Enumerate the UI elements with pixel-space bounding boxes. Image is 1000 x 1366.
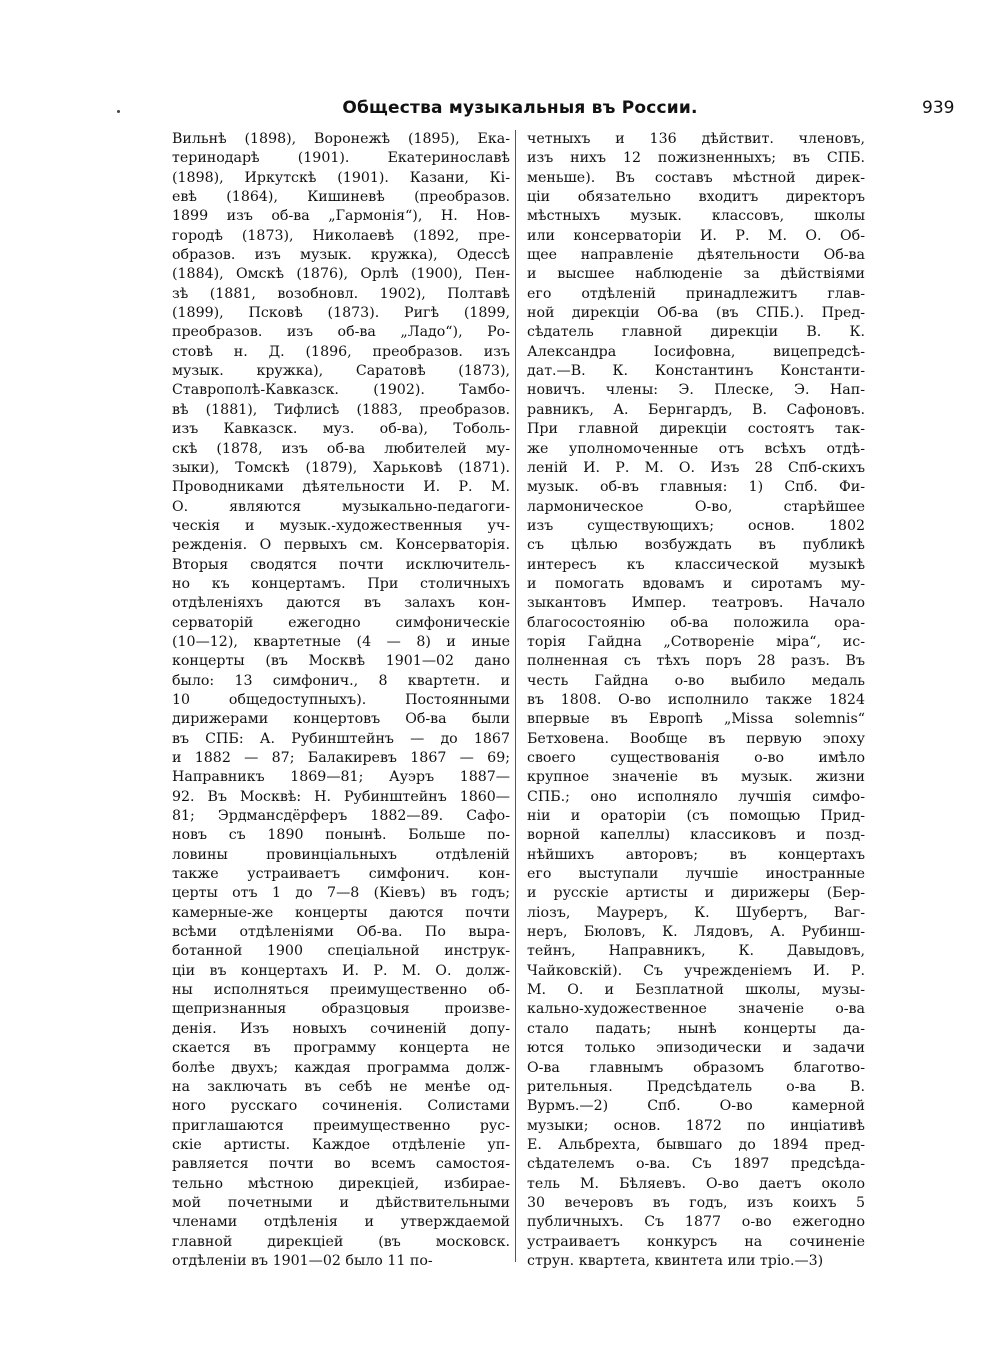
text-line: и русскіе артисты и дирижеры (Бер-: [527, 885, 865, 902]
text-line: концерты (въ Москвѣ 1901—02 дано: [172, 653, 510, 670]
text-line: и высшее наблюденіе за дѣйствіями: [527, 266, 865, 283]
text-line: М. О. и Безплатной школы, музы-: [527, 982, 865, 999]
text-line: евѣ (1864), Кишиневѣ (преобразов.: [172, 189, 510, 206]
text-line: своего существованія о-во имѣло: [527, 750, 865, 766]
text-line: СПБ.; оно исполняло лучшія симфо-: [527, 788, 865, 805]
text-line: музык. кружка), Саратовѣ (1873),: [172, 363, 510, 380]
text-line: (1898), Иркутскѣ (1901). Казани, Кі-: [172, 169, 510, 186]
text-line: и помогать вдовамъ и сиротамъ му-: [527, 575, 865, 592]
text-line: дат.—В. К. Константинъ Константи-: [527, 363, 865, 380]
text-line: леній И. Р. М. О. Изъ 28 Спб-скихъ: [527, 459, 865, 476]
text-line: Вурмъ.—2) Спб. О-во камерной: [527, 1098, 865, 1115]
text-line: въ СПБ: А. Рубинштейнъ — до 1867: [172, 730, 510, 747]
text-line: ны исполняться преимущественно об-: [172, 982, 510, 999]
text-line: Е. Альбрехта, бывшаго до 1894 пред-: [527, 1136, 865, 1153]
page-title: Общества музыкальныя въ России.: [342, 98, 698, 118]
text-line: ной дирекціи Об-ва (въ СПБ.). Пред-: [527, 305, 865, 322]
text-line: новичъ. члены: Э. Плеске, Э. Нап-: [527, 382, 865, 399]
text-line: серваторій ежегодно симфоническіе: [172, 614, 510, 631]
text-line: режденія. О первыхъ см. Консерваторія.: [172, 537, 510, 554]
text-line: главной дирекціей (въ московск.: [172, 1233, 510, 1250]
text-line: Ставрополѣ-Кавказск. (1902). Тамбо-: [172, 382, 510, 399]
text-line: Проводниками дѣятельности И. Р. М.: [172, 479, 510, 496]
text-line: стовѣ н. Д. (1896, преобразов. изъ: [172, 343, 510, 360]
text-line: (1899), Псковѣ (1873). Ригѣ (1899,: [172, 305, 510, 322]
page-number: 939: [922, 98, 955, 118]
text-line: ного русскаго сочиненія. Солистами: [172, 1098, 510, 1115]
text-line: устраиваетъ конкурсъ на сочиненіе: [527, 1233, 865, 1250]
text-line: четныхъ и 136 дѣйствит. членовъ,: [527, 131, 865, 147]
text-line: торія Гайдна „Сотвореніе міра“, ис-: [527, 633, 865, 650]
text-line: церты отъ 1 до 7—8 (Кіевъ) въ годъ;: [172, 885, 510, 902]
text-line: скѣ (1878, изъ об-ва любителей му-: [172, 440, 510, 457]
text-line: отдѣленіи въ 1901—02 было 11 по-: [172, 1252, 433, 1269]
text-line: 92. Въ Москвѣ: Н. Рубинштейнъ 1860—: [172, 788, 510, 805]
text-line: денія. Изъ новыхъ сочиненій допу-: [172, 1020, 510, 1037]
text-line: на заключать въ себѣ не менѣе од-: [172, 1078, 510, 1095]
text-line: образов. изъ музык. кружка), Одессѣ: [172, 247, 510, 264]
text-line: и 1882 — 87; Балакиревъ 1867 — 69;: [172, 750, 510, 766]
text-line: Александра Іосифовна, вицепредсѣ-: [527, 343, 865, 360]
text-line: равникъ, А. Бернгардъ, В. Сафоновъ.: [527, 401, 865, 418]
text-line: членами отдѣленія и утверждаемой: [172, 1214, 510, 1231]
text-line: тельно мѣстною дирекціей, избирае-: [172, 1175, 510, 1192]
text-line: 81; Эрдмансдёрферъ 1882—89. Сафо-: [172, 808, 510, 825]
text-line: ціи въ концертахъ И. Р. М. О. долж-: [172, 962, 510, 979]
text-line: ботанной 1900 спеціальной инструк-: [172, 943, 510, 960]
text-line: приглашаются преимущественно рус-: [172, 1117, 510, 1134]
right-text-column: [527, 130, 865, 1271]
text-line: полненная съ тѣхъ поръ 28 разъ. Въ: [527, 653, 865, 670]
text-line: тель М. Бѣляевъ. О-во даетъ около: [527, 1175, 865, 1192]
text-line: музык. об-въ главныя: 1) Спб. Фи-: [527, 479, 865, 496]
text-line: интересъ къ классической музыкѣ: [527, 556, 865, 573]
text-line: лармоническое О-во, старѣйшее: [527, 498, 865, 515]
text-line: въ 1808. О-во исполнило также 1824: [527, 691, 865, 708]
text-line: сѣдатель главной дирекціи В. К.: [527, 324, 865, 341]
text-line: ворной капеллы) классиковъ и позд-: [527, 827, 865, 844]
text-line: 10 общедоступныхъ). Постоянными: [172, 691, 510, 708]
text-line: ловины провинціальныхъ отдѣленій: [172, 846, 510, 863]
text-line: неръ, Бюловъ, К. Лядовъ, А. Рубинш-: [527, 924, 865, 941]
margin-dot: [117, 110, 120, 113]
text-line: же уполномоченные отъ всѣхъ отдѣ-: [527, 440, 865, 457]
text-line: щепризнанныя образцовыя произве-: [172, 1001, 510, 1018]
text-line: скается въ программу концерта не: [172, 1040, 510, 1057]
text-line: но къ концертамъ. При столичныхъ: [172, 575, 510, 592]
column-divider: [515, 130, 516, 1262]
text-line: новъ съ 1890 понынѣ. Больше по-: [172, 827, 510, 844]
text-line: его отдѣленій принадлежитъ глав-: [527, 285, 865, 302]
left-text-column: [172, 130, 510, 1271]
text-line: равляется почти во всемъ самостоя-: [172, 1156, 510, 1173]
text-line: также устраиваетъ симфонич. кон-: [172, 866, 510, 883]
text-line: ціи обязательно входитъ директоръ: [527, 189, 865, 206]
text-line: 30 вечеровъ въ годъ, изъ коихъ 5: [527, 1194, 865, 1211]
text-line: нѣйшихъ авторовъ; въ концертахъ: [527, 846, 865, 863]
text-line: тейнъ, Направникъ, К. Давыдовъ,: [527, 943, 865, 960]
text-line: (1884), Омскѣ (1876), Орлѣ (1900), Пен-: [172, 266, 510, 283]
text-line: всѣми отдѣленіями Об-ва. По выра-: [172, 924, 510, 941]
text-line: благосостоянію об-ва положила ора-: [527, 614, 865, 631]
text-line: отдѣленіяхъ даются въ залахъ кон-: [172, 595, 510, 612]
text-line: камерные-же концерты даются почти: [172, 904, 510, 921]
text-line: щее направленіе дѣятельности Об-ва: [527, 247, 865, 264]
text-line: стало падать; нынѣ концерты да-: [527, 1020, 865, 1037]
text-line: ются только эпизодически и задачи: [527, 1040, 865, 1057]
text-line: рительныя. Предсѣдатель о-ва В.: [527, 1078, 865, 1095]
text-line: ніи и ораторіи (съ помощью Прид-: [527, 808, 865, 825]
text-line: изъ Кавказск. муз. об-ва), Тоболь-: [172, 421, 510, 438]
running-header: [0, 96, 1000, 126]
text-line: городѣ (1873), Николаевѣ (1892, пре-: [172, 227, 510, 244]
text-line: публичныхъ. Съ 1877 о-во ежегодно: [527, 1214, 865, 1231]
text-line: было: 13 симфонич., 8 квартетн. и: [172, 672, 510, 689]
text-line: (10—12), квартетные (4 — 8) и иные: [172, 633, 510, 650]
text-line: зыки), Томскѣ (1879), Харьковѣ (1871).: [172, 459, 510, 476]
text-line: кально-художественное значеніе о-ва: [527, 1001, 865, 1018]
text-line: Направникъ 1869—81; Ауэръ 1887—: [172, 769, 510, 786]
text-line: болѣе двухъ; каждая программа долж-: [172, 1059, 510, 1076]
text-line: честь Гайдна о-во выбило медаль: [527, 672, 865, 689]
text-line: съ цѣлью возбуждать въ публикѣ: [527, 537, 865, 554]
text-line: преобразов. изъ об-ва „Ладо“), Ро-: [172, 324, 510, 341]
text-line: Вильнѣ (1898), Воронежѣ (1895), Ека-: [172, 131, 510, 147]
text-line: Вторыя сводятся почти исключитель-: [172, 556, 510, 573]
text-line: меньше). Въ составъ мѣстной дирек-: [527, 169, 865, 186]
text-line: теринодарѣ (1901). Екатеринославѣ: [172, 150, 510, 167]
text-line: дирижерами концертовъ Об-ва были: [172, 711, 510, 728]
text-line: струн. квартета, квинтета или тріо.—3): [527, 1252, 824, 1269]
text-line: 1899 изъ об-ва „Гармонія“), Н. Нов-: [172, 208, 510, 225]
text-line: изъ нихъ 12 пожизненныхъ; въ СПБ.: [527, 150, 865, 167]
text-line: О. являются музыкально-педагоги-: [172, 498, 510, 515]
text-line: скіе артисты. Каждое отдѣленіе уп-: [172, 1136, 510, 1153]
text-line: сѣдателемъ о-ва. Съ 1897 предсѣда-: [527, 1156, 865, 1173]
text-line: впервые въ Европѣ „Missa solemnis“: [527, 711, 865, 728]
text-line: При главной дирекціи состоятъ так-: [527, 421, 865, 438]
text-line: крупное значеніе въ музык. жизни: [527, 769, 865, 786]
text-line: мѣстныхъ музык. классовъ, школы: [527, 208, 865, 225]
text-line: изъ существующихъ; основ. 1802: [527, 517, 865, 534]
text-line: О-ва главнымъ образомъ благотво-: [527, 1059, 865, 1076]
text-line: музыки; основ. 1872 по инціативѣ: [527, 1117, 865, 1134]
text-line: Чайковскій). Съ учрежденіемъ И. Р.: [527, 962, 865, 979]
text-line: ческія и музык.-художественныя уч-: [172, 517, 510, 534]
text-line: ліозъ, Мауреръ, К. Шубертъ, Ваг-: [527, 904, 865, 921]
text-line: зѣ (1881, возобновл. 1902), Полтавѣ: [172, 285, 510, 302]
text-line: Бетховена. Вообще въ первую эпоху: [527, 730, 865, 747]
text-line: его выступали лучшіе иностранные: [527, 866, 865, 883]
text-line: зыкантовъ Импер. театровъ. Начало: [527, 595, 865, 612]
text-line: вѣ (1881), Тифлисѣ (1883, преобразов.: [172, 401, 510, 418]
text-line: мой почетными и дѣйствительными: [172, 1194, 510, 1211]
text-line: или консерваторіи И. Р. М. О. Об-: [527, 227, 865, 244]
